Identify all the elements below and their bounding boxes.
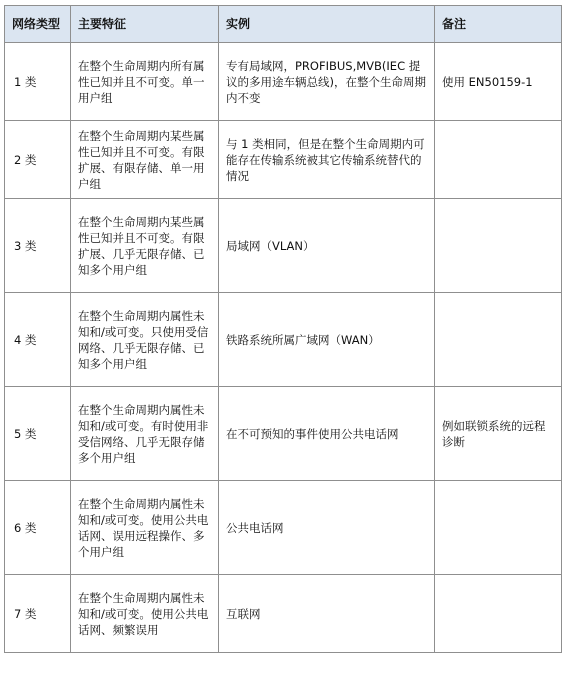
- cell-example: 互联网: [219, 575, 435, 653]
- table-row: [5, 481, 562, 575]
- table-row: [5, 387, 562, 481]
- cell-feature: 在整个生命周期内属性未知和/或可变。只使用受信网络、几乎无限存储、已知多个用户组: [71, 293, 219, 387]
- cell-type: 1 类: [5, 43, 71, 121]
- table-row: [5, 43, 562, 121]
- header-main-features: 主要特征: [71, 6, 219, 43]
- cell-example: 铁路系统所属广域网（WAN）: [219, 293, 435, 387]
- cell-type: 2 类: [5, 121, 71, 199]
- cell-example: 与 1 类相同，但是在整个生命周期内可能存在传输系统被其它传输系统替代的情况: [219, 121, 435, 199]
- cell-example: 在不可预知的事件使用公共电话网: [219, 387, 435, 481]
- cell-note: [435, 199, 562, 293]
- cell-type: 5 类: [5, 387, 71, 481]
- cell-feature: 在整个生命周期内属性未知和/或可变。有时使用非受信网络、几乎无限存储多个用户组: [71, 387, 219, 481]
- header-examples: 实例: [219, 6, 435, 43]
- table-row: [5, 293, 562, 387]
- cell-example: 专有局域网，PROFIBUS,MVB(IEC 提议的多用途车辆总线)，在整个生命周期内不变: [219, 43, 435, 121]
- cell-type: 7 类: [5, 575, 71, 653]
- cell-type: 6 类: [5, 481, 71, 575]
- cell-type: 4 类: [5, 293, 71, 387]
- header-network-type: 网络类型: [5, 6, 71, 43]
- cell-feature: 在整个生命周期内属性未知和/或可变。使用公共电话网、误用远程操作、多个用户组: [71, 481, 219, 575]
- cell-feature: 在整个生命周期内某些属性已知并且不可变。有限扩展、有限存储、单一用户组: [71, 121, 219, 199]
- cell-note: [435, 121, 562, 199]
- table-row: [5, 121, 562, 199]
- network-classification-table: [4, 5, 562, 653]
- network-classification-table-wrapper: [4, 5, 561, 653]
- cell-note: [435, 481, 562, 575]
- table-row: [5, 575, 562, 653]
- cell-note: [435, 575, 562, 653]
- cell-note: 使用 EN50159-1: [435, 43, 562, 121]
- cell-type: 3 类: [5, 199, 71, 293]
- header-notes: 备注: [435, 6, 562, 43]
- table-row: [5, 199, 562, 293]
- cell-note: 例如联锁系统的远程诊断: [435, 387, 562, 481]
- table-header-row: [5, 6, 562, 43]
- cell-feature: 在整个生命周期内所有属性已知并且不可变。单一用户组: [71, 43, 219, 121]
- cell-example: 公共电话网: [219, 481, 435, 575]
- cell-note: [435, 293, 562, 387]
- cell-feature: 在整个生命周期内某些属性已知并且不可变。有限扩展、几乎无限存储、已知多个用户组: [71, 199, 219, 293]
- cell-feature: 在整个生命周期内属性未知和/或可变。使用公共电话网、频繁误用: [71, 575, 219, 653]
- cell-example: 局域网（VLAN）: [219, 199, 435, 293]
